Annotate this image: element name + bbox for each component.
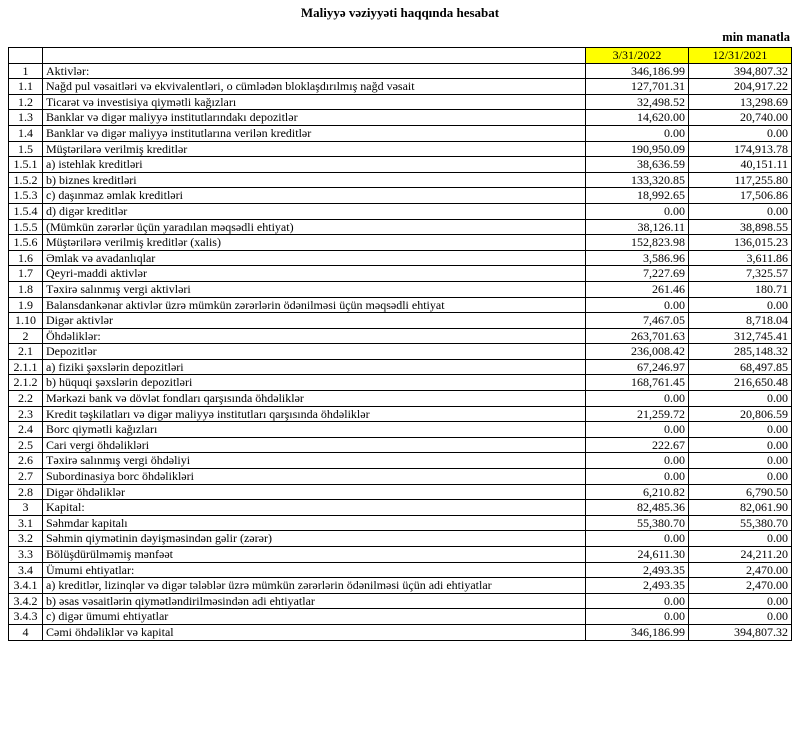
row-value-2021: 0.00 xyxy=(689,391,792,407)
row-value-2021: 0.00 xyxy=(689,297,792,313)
row-value-2021: 55,380.70 xyxy=(689,515,792,531)
table-row xyxy=(9,63,792,79)
row-label: Təxirə salınmış vergi öhdəliyi xyxy=(43,453,586,469)
row-value-2021: 0.00 xyxy=(689,422,792,438)
row-label: b) biznes kreditləri xyxy=(43,172,586,188)
table-row xyxy=(9,125,792,141)
row-number: 3.3 xyxy=(9,547,43,563)
row-value-2022: 6,210.82 xyxy=(586,484,689,500)
row-label: Digər öhdəliklər xyxy=(43,484,586,500)
row-label: Qeyri-maddi aktivlər xyxy=(43,266,586,282)
table-row xyxy=(9,469,792,485)
table-row xyxy=(9,235,792,251)
row-number: 3.1 xyxy=(9,515,43,531)
table-row xyxy=(9,344,792,360)
row-number: 3.2 xyxy=(9,531,43,547)
row-label: Ümumi ehtiyatlar: xyxy=(43,562,586,578)
row-label: b) hüquqi şəxslərin depozitləri xyxy=(43,375,586,391)
row-value-2021: 82,061.90 xyxy=(689,500,792,516)
table-row xyxy=(9,110,792,126)
row-value-2021: 7,325.57 xyxy=(689,266,792,282)
table-row xyxy=(9,141,792,157)
row-value-2022: 32,498.52 xyxy=(586,94,689,110)
header-cell-date-2022: 3/31/2022 xyxy=(586,48,689,64)
row-value-2022: 346,186.99 xyxy=(586,624,689,640)
row-label: Digər aktivlər xyxy=(43,313,586,329)
row-number: 1.7 xyxy=(9,266,43,282)
row-value-2022: 2,493.35 xyxy=(586,578,689,594)
row-value-2021: 40,151.11 xyxy=(689,157,792,173)
row-label: Balansdankənar aktivlər üzrə mümkün zərərlərin ödənilməsi üçün məqsədli ehtiyat xyxy=(43,297,586,313)
row-value-2022: 24,611.30 xyxy=(586,547,689,563)
table-row xyxy=(9,624,792,640)
row-number: 2.3 xyxy=(9,406,43,422)
row-value-2022: 0.00 xyxy=(586,391,689,407)
row-number: 2.1.2 xyxy=(9,375,43,391)
row-value-2021: 2,470.00 xyxy=(689,562,792,578)
row-value-2022: 263,701.63 xyxy=(586,328,689,344)
table-row xyxy=(9,406,792,422)
row-value-2021: 20,806.59 xyxy=(689,406,792,422)
row-label: Banklar və digər maliyyə institutlarındakı depozitlər xyxy=(43,110,586,126)
row-value-2021: 3,611.86 xyxy=(689,250,792,266)
row-value-2022: 0.00 xyxy=(586,453,689,469)
row-value-2022: 0.00 xyxy=(586,203,689,219)
table-row xyxy=(9,422,792,438)
table-row xyxy=(9,157,792,173)
row-number: 1.3 xyxy=(9,110,43,126)
table-row xyxy=(9,578,792,594)
row-value-2022: 67,246.97 xyxy=(586,359,689,375)
table-row xyxy=(9,593,792,609)
row-label: Depozitlər xyxy=(43,344,586,360)
row-label: Öhdəliklər: xyxy=(43,328,586,344)
table-header xyxy=(9,48,792,64)
row-label: d) digər kreditlər xyxy=(43,203,586,219)
row-value-2021: 20,740.00 xyxy=(689,110,792,126)
row-value-2022: 0.00 xyxy=(586,297,689,313)
row-value-2022: 127,701.31 xyxy=(586,79,689,95)
row-number: 3.4.3 xyxy=(9,609,43,625)
row-value-2021: 312,745.41 xyxy=(689,328,792,344)
row-label: a) kreditlər, lizinqlər və digər tələblər üzrə mümkün zərərlərin ödənilməsi üçün adi ehtiyatlar xyxy=(43,578,586,594)
table-row xyxy=(9,531,792,547)
row-label: b) əsas vəsaitlərin qiymətləndirilməsindən adi ehtiyatlar xyxy=(43,593,586,609)
row-number: 1.5.3 xyxy=(9,188,43,204)
table-row xyxy=(9,94,792,110)
row-value-2022: 0.00 xyxy=(586,609,689,625)
table-row xyxy=(9,219,792,235)
row-value-2022: 0.00 xyxy=(586,469,689,485)
row-label: Müştərilərə verilmiş kreditlər (xalis) xyxy=(43,235,586,251)
row-value-2022: 0.00 xyxy=(586,531,689,547)
table-row xyxy=(9,250,792,266)
row-value-2022: 55,380.70 xyxy=(586,515,689,531)
row-label: Nağd pul vəsaitləri və ekvivalentləri, o cümlədən bloklaşdırılmış nağd vəsait xyxy=(43,79,586,95)
table-row xyxy=(9,484,792,500)
table-row xyxy=(9,562,792,578)
row-value-2022: 0.00 xyxy=(586,422,689,438)
row-value-2021: 180.71 xyxy=(689,281,792,297)
table-row xyxy=(9,188,792,204)
row-number: 1.5.1 xyxy=(9,157,43,173)
row-label: Subordinasiya borc öhdəlikləri xyxy=(43,469,586,485)
row-label: Aktivlər: xyxy=(43,63,586,79)
row-number: 2.8 xyxy=(9,484,43,500)
row-value-2021: 285,148.32 xyxy=(689,344,792,360)
row-number: 2.1.1 xyxy=(9,359,43,375)
row-number: 2.1 xyxy=(9,344,43,360)
table-row xyxy=(9,375,792,391)
row-value-2021: 8,718.04 xyxy=(689,313,792,329)
table-row xyxy=(9,266,792,282)
row-value-2021: 394,807.32 xyxy=(689,63,792,79)
row-value-2021: 204,917.22 xyxy=(689,79,792,95)
row-number: 4 xyxy=(9,624,43,640)
row-value-2021: 13,298.69 xyxy=(689,94,792,110)
row-label: Təxirə salınmış vergi aktivləri xyxy=(43,281,586,297)
row-label: Səhmdar kapitalı xyxy=(43,515,586,531)
row-value-2022: 21,259.72 xyxy=(586,406,689,422)
row-number: 2.4 xyxy=(9,422,43,438)
row-number: 1.5.6 xyxy=(9,235,43,251)
table-row xyxy=(9,609,792,625)
row-value-2021: 136,015.23 xyxy=(689,235,792,251)
table-row xyxy=(9,391,792,407)
row-value-2022: 0.00 xyxy=(586,593,689,609)
row-label: Mərkəzi bank və dövlət fondları qarşısında öhdəliklər xyxy=(43,391,586,407)
header-row xyxy=(9,48,792,64)
row-value-2022: 38,636.59 xyxy=(586,157,689,173)
row-value-2022: 18,992.65 xyxy=(586,188,689,204)
row-label: Cari vergi öhdəlikləri xyxy=(43,437,586,453)
row-value-2022: 2,493.35 xyxy=(586,562,689,578)
report-table-body xyxy=(9,63,792,640)
row-number: 2.7 xyxy=(9,469,43,485)
row-number: 1.10 xyxy=(9,313,43,329)
row-label: a) fiziki şəxslərin depozitləri xyxy=(43,359,586,375)
table-row xyxy=(9,172,792,188)
page-title: Maliyyə vəziyyəti haqqında hesabat xyxy=(300,5,500,20)
row-number: 2.6 xyxy=(9,453,43,469)
row-number: 3.4.1 xyxy=(9,578,43,594)
row-value-2022: 3,586.96 xyxy=(586,250,689,266)
row-label: (Mümkün zərərlər üçün yaradılan məqsədli ehtiyat) xyxy=(43,219,586,235)
row-value-2021: 0.00 xyxy=(689,437,792,453)
row-value-2021: 0.00 xyxy=(689,453,792,469)
table-row xyxy=(9,500,792,516)
row-number: 1.5 xyxy=(9,141,43,157)
financial-position-table xyxy=(8,47,792,641)
row-number: 1.9 xyxy=(9,297,43,313)
row-label: Kredit təşkilatları və digər maliyyə institutları qarşısında öhdəliklər xyxy=(43,406,586,422)
unit-note: min manatla xyxy=(722,30,790,44)
table-row xyxy=(9,547,792,563)
row-value-2021: 38,898.55 xyxy=(689,219,792,235)
row-number: 1 xyxy=(9,63,43,79)
row-value-2021: 0.00 xyxy=(689,531,792,547)
row-value-2022: 7,227.69 xyxy=(586,266,689,282)
row-number: 1.5.5 xyxy=(9,219,43,235)
header-cell-description xyxy=(43,48,586,64)
row-value-2022: 38,126.11 xyxy=(586,219,689,235)
table-row xyxy=(9,453,792,469)
row-number: 1.1 xyxy=(9,79,43,95)
row-value-2022: 236,008.42 xyxy=(586,344,689,360)
row-value-2022: 0.00 xyxy=(586,125,689,141)
table-row xyxy=(9,437,792,453)
row-value-2021: 17,506.86 xyxy=(689,188,792,204)
row-label: Ticarət və investisiya qiymətli kağızları xyxy=(43,94,586,110)
row-number: 1.2 xyxy=(9,94,43,110)
table-row xyxy=(9,203,792,219)
row-value-2022: 346,186.99 xyxy=(586,63,689,79)
row-value-2021: 174,913.78 xyxy=(689,141,792,157)
row-number: 1.5.4 xyxy=(9,203,43,219)
row-value-2021: 2,470.00 xyxy=(689,578,792,594)
row-label: Cəmi öhdəliklər və kapital xyxy=(43,624,586,640)
row-value-2021: 0.00 xyxy=(689,609,792,625)
row-label: Borc qiymətli kağızları xyxy=(43,422,586,438)
row-value-2021: 6,790.50 xyxy=(689,484,792,500)
row-value-2021: 117,255.80 xyxy=(689,172,792,188)
row-label: c) digər ümumi ehtiyatlar xyxy=(43,609,586,625)
row-value-2022: 152,823.98 xyxy=(586,235,689,251)
table-row xyxy=(9,328,792,344)
row-label: Əmlak və avadanlıqlar xyxy=(43,250,586,266)
table-row xyxy=(9,281,792,297)
row-number: 1.5.2 xyxy=(9,172,43,188)
row-label: Banklar və digər maliyyə institutlarına verilən kreditlər xyxy=(43,125,586,141)
table-row xyxy=(9,79,792,95)
table-row xyxy=(9,297,792,313)
table-row xyxy=(9,313,792,329)
header-cell-date-2021: 12/31/2021 xyxy=(689,48,792,64)
table-row xyxy=(9,359,792,375)
row-label: Səhmin qiymətinin dəyişməsindən gəlir (zərər) xyxy=(43,531,586,547)
header-cell-number xyxy=(9,48,43,64)
row-value-2021: 68,497.85 xyxy=(689,359,792,375)
row-label: Müştərilərə verilmiş kreditlər xyxy=(43,141,586,157)
row-label: c) daşınmaz əmlak kreditləri xyxy=(43,188,586,204)
row-number: 3.4 xyxy=(9,562,43,578)
row-value-2021: 0.00 xyxy=(689,593,792,609)
row-number: 1.6 xyxy=(9,250,43,266)
row-value-2021: 24,211.20 xyxy=(689,547,792,563)
row-value-2021: 0.00 xyxy=(689,469,792,485)
row-number: 3 xyxy=(9,500,43,516)
row-number: 2.5 xyxy=(9,437,43,453)
row-value-2022: 82,485.36 xyxy=(586,500,689,516)
row-value-2022: 7,467.05 xyxy=(586,313,689,329)
row-number: 2 xyxy=(9,328,43,344)
row-value-2022: 190,950.09 xyxy=(586,141,689,157)
row-value-2022: 222.67 xyxy=(586,437,689,453)
row-value-2022: 168,761.45 xyxy=(586,375,689,391)
row-value-2022: 14,620.00 xyxy=(586,110,689,126)
row-value-2022: 261.46 xyxy=(586,281,689,297)
row-value-2021: 216,650.48 xyxy=(689,375,792,391)
row-label: a) istehlak kreditləri xyxy=(43,157,586,173)
row-number: 3.4.2 xyxy=(9,593,43,609)
table-row xyxy=(9,515,792,531)
row-number: 1.4 xyxy=(9,125,43,141)
row-number: 2.2 xyxy=(9,391,43,407)
row-label: Bölüşdürülməmiş mənfəət xyxy=(43,547,586,563)
row-label: Kapital: xyxy=(43,500,586,516)
row-value-2021: 394,807.32 xyxy=(689,624,792,640)
row-value-2021: 0.00 xyxy=(689,203,792,219)
row-value-2022: 133,320.85 xyxy=(586,172,689,188)
row-value-2021: 0.00 xyxy=(689,125,792,141)
row-number: 1.8 xyxy=(9,281,43,297)
